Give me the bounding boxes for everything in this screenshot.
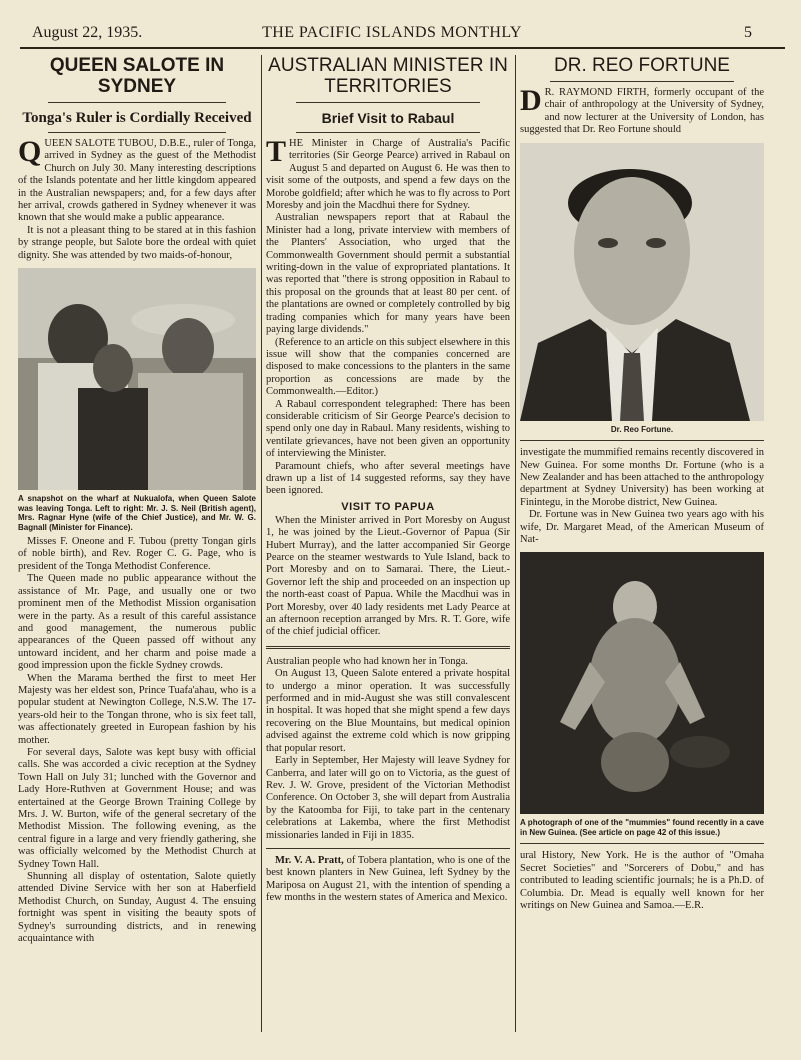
page-number: 5: [744, 24, 752, 41]
article-title: QUEEN SALOTE IN SYDNEY: [49, 55, 225, 97]
wharf-photo-image: [18, 268, 256, 490]
issue-date: August 22, 1935.: [32, 24, 143, 41]
paragraph: When the Minister arrived in Port Moresby on August 1, he was joined by the Lieut.-Governor of Papua (Sir Hubert Murray), and the latter accompanied Sir George Pearce on the steamer westwards to Yule Island, back to Port Moresby and on to Samarai. There, the Lieut.-Governor left the ship and proceeded on an inspection up the north-east coast of Papua. While the Macdhui was in Port Moresby, over 40 lady residents met Lady Pearce at an afternoon reception arranged by Mrs. R. T. Gore, wife of the chief judicial officer.: [266, 514, 510, 638]
paragraph: Paramount chiefs, who after several meetings have drawn up a list of 14 suggested reforms, say they have been ignored.: [266, 460, 510, 497]
column-divider: [515, 55, 516, 1032]
mummy-photo: [520, 552, 764, 814]
paragraph: Dr. Fortune was in New Guinea two years ago with his wife, Dr. Margaret Mead, of the American Museum of Nat-: [520, 509, 764, 545]
paragraph: D R. RAYMOND FIRTH, formerly occupant of the chair of anthropology at the University of Sydney, and now lecturer at the University of London, has suggested that Dr. Reo Fortune should: [520, 84, 764, 136]
section-rule: [520, 843, 764, 844]
mummy-photo-caption: A photograph of one of the "mummies" found recently in a cave in New Guinea. (See article on page 42 of this issue.): [520, 818, 764, 837]
paragraph: The Queen made no public appearance without the assistance of Mr. Page, and usually one or two prominent men of the Methodist Mission organisation were in the party. As a result of this careful assistance and good management, the numerous public appearances of the Queen passed off without any untoward incident, and her charm and poise made a good impression upon the fickle Sydney crowds.: [18, 573, 256, 672]
subtitle-rule: [296, 132, 480, 133]
article-title: AUSTRALIAN MINISTER IN TERRITORIES: [268, 55, 508, 97]
portrait-caption: Dr. Reo Fortune.: [610, 424, 674, 434]
page-header: [32, 22, 752, 44]
article-title: DR. REO FORTUNE: [554, 55, 730, 76]
column-divider: [261, 55, 262, 1032]
section-rule: [266, 848, 510, 849]
paragraph: Australian newspapers report that at Rabaul the Minister had a long, private interview with members of the Planters' Association, who urged that the Commonwealth Government should permit a substantial writing-down in the value of expropriated plantations. It was reported that "there is strong opposition in Rabaul to this proposal on the grounds that at least 80 per cent. of the plantations are owned or completely controlled by big trading companies which for many years have been paying large dividends.": [266, 212, 510, 336]
section-rule: [266, 646, 510, 649]
paragraph: When the Marama berthed the first to meet Her Majesty was her eldest son, Prince Tuafa'ahau, who is a popular student at Newington College, N.S.W. The 17-years-old heir to the Tongan throne, who is six feet tall, was affectionately greeted in European fashion by his mother.: [18, 672, 256, 746]
column-salote: [18, 55, 256, 1032]
header-rule: [20, 47, 785, 49]
paragraph: Misses F. Oneone and F. Tubou (pretty Tongan girls of noble birth), and Rev. Roger C. G. Page, who is president of the Tonga Methodist Conference.: [18, 536, 256, 572]
paragraph: A Rabaul correspondent telegraphed: There has been considerable criticism of Sir George Pearce's decision to spend only one day in Rabaul. Many residents, wishing to ventilate grievances, have not been given an opportunity of interviewing the Minister.: [266, 398, 510, 460]
mummy-photo-image: [520, 552, 764, 814]
magazine-title: THE PACIFIC ISLANDS MONTHLY: [262, 24, 522, 41]
person-name: Mr. V. A. Pratt,: [275, 854, 344, 866]
section-subhead: VISIT TO PAPUA: [341, 500, 435, 513]
title-rule: [550, 81, 734, 82]
paragraph: Australian people who had known her in Tonga.: [266, 655, 469, 667]
paragraph: For several days, Salote was kept busy with official calls. She was accorded a civic reception at the Sydney Town Hall on July 31; lunched with the Governor and Lady Hore-Ruthven at Government House; and was entertained at the George Brown Training College by Mrs. J. W. Burton, wife of the general secretary of the Methodist Mission. The following evening, as the central figure in a large and very friendly gathering, she was officially welcomed by the Methodist Church at Sydney Town Hall.: [18, 746, 256, 870]
article-subtitle: Brief Visit to Rabaul: [321, 110, 455, 126]
portrait-photo: [520, 143, 764, 421]
paragraph: THE Minister in Charge of Australia's Pacific territories (Sir George Pearce) arrived in Rabaul on August 5 and departed on August 6. He was then to visit some of the outposts, and spend a few days on the Morobe goldfield; after which he was to fly across to Port Moresby and join the Macdhui there for Sydney.: [266, 135, 510, 212]
title-rule: [48, 102, 226, 103]
paragraph: (Reference to an article on this subject elsewhere in this issue will show that the companies concerned are disposed to make concessions to the planters in the same proportion as concessions are made by the Commonwealth.—Editor.): [266, 336, 510, 398]
subtitle-rule: [48, 132, 226, 133]
drop-cap: D: [520, 84, 542, 117]
title-rule: [296, 102, 480, 103]
column-minister: [266, 55, 510, 1032]
paragraph: QUEEN SALOTE TUBOU, D.B.E., ruler of Tonga, arrived in Sydney as the guest of the Methodist Church on July 30. Many interesting descriptions of the Islands potentate and her little kingdom appeared in the Australian newspapers; and, for a few days after her arrival, crowds gathered in Sydney whenever it was known that she would make a public appearance.: [18, 135, 256, 224]
paragraph: On August 13, Queen Salote entered a private hospital to undergo a minor operation. It was successfully performed and in mid-August she was still convalescent in hospital. It was hoped that she might spend a few days recovering on the Blue Mountains, but medical opinion advised against the extreme cold which is now gripping that popular resort.: [266, 668, 510, 754]
paragraph: ural History, New York. He is the author of "Omaha Secret Societies" and "Sorcerers of Dobu," and has contributed to leading scientific journals; he is a Ph.D. of Columbia. Dr. Mead is equally well known for her writings on New Guinea and Samoa.—E.R.: [520, 850, 764, 911]
wharf-photo-caption: A snapshot on the wharf at Nukualofa, when Queen Salote was leaving Tonga. Left to right: Mr. J. S. Neil (British agent), Mrs. Ragnar Hyne (wife of the Chief Justice), and Mr. W. G. Bagnall (Minister for Finance).: [18, 494, 256, 532]
paragraph: investigate the mummified remains recently discovered in New Guinea. For some months Dr. Fortune (who is a New Zealander and has been attached to the anthropology department at Sydney University) has been working at Finintegu, in the Morobe district, New Guinea.: [520, 447, 764, 508]
paragraph: Shunning all display of ostentation, Salote quietly attended Divine Service with her son at Haberfield Methodist Church, on Sunday, August 4. The ensuing fortnight was spent in visiting the beauty spots of Sydney's surrounding districts, and in renewing acquaintance with: [18, 871, 256, 945]
column-fortune: [520, 55, 764, 1032]
portrait-image: [520, 143, 764, 421]
paragraph: Early in September, Her Majesty will leave Sydney for Canberra, and later will go on to Victoria, as the guest of Rev. J. W. Grove, president of the Victorian Methodist Conference. On October 3, she will depart from Australia by the Katoomba for Fiji, to take part in the centenary celebrations at Lakemba, where the first Methodist missionaries landed in Fiji in 1835.: [266, 755, 510, 841]
drop-cap: T: [266, 135, 287, 168]
article-subtitle: Tonga's Ruler is Cordially Received: [22, 110, 252, 126]
section-rule: [520, 440, 764, 441]
paragraph: It is not a pleasant thing to be stared at in this fashion by strange people, but Salote bore the ordeal with quiet dignity. She was attended by two maids-of-honour,: [18, 224, 256, 261]
paragraph: Mr. V. A. Pratt, of Tobera plantation, who is one of the best known planters in New Guinea, left Sydney by the Mariposa on August 21, with the intention of spending a few months in the western states of America and Mexico.: [266, 854, 510, 904]
wharf-photo: [18, 268, 256, 490]
drop-cap: Q: [18, 135, 42, 168]
